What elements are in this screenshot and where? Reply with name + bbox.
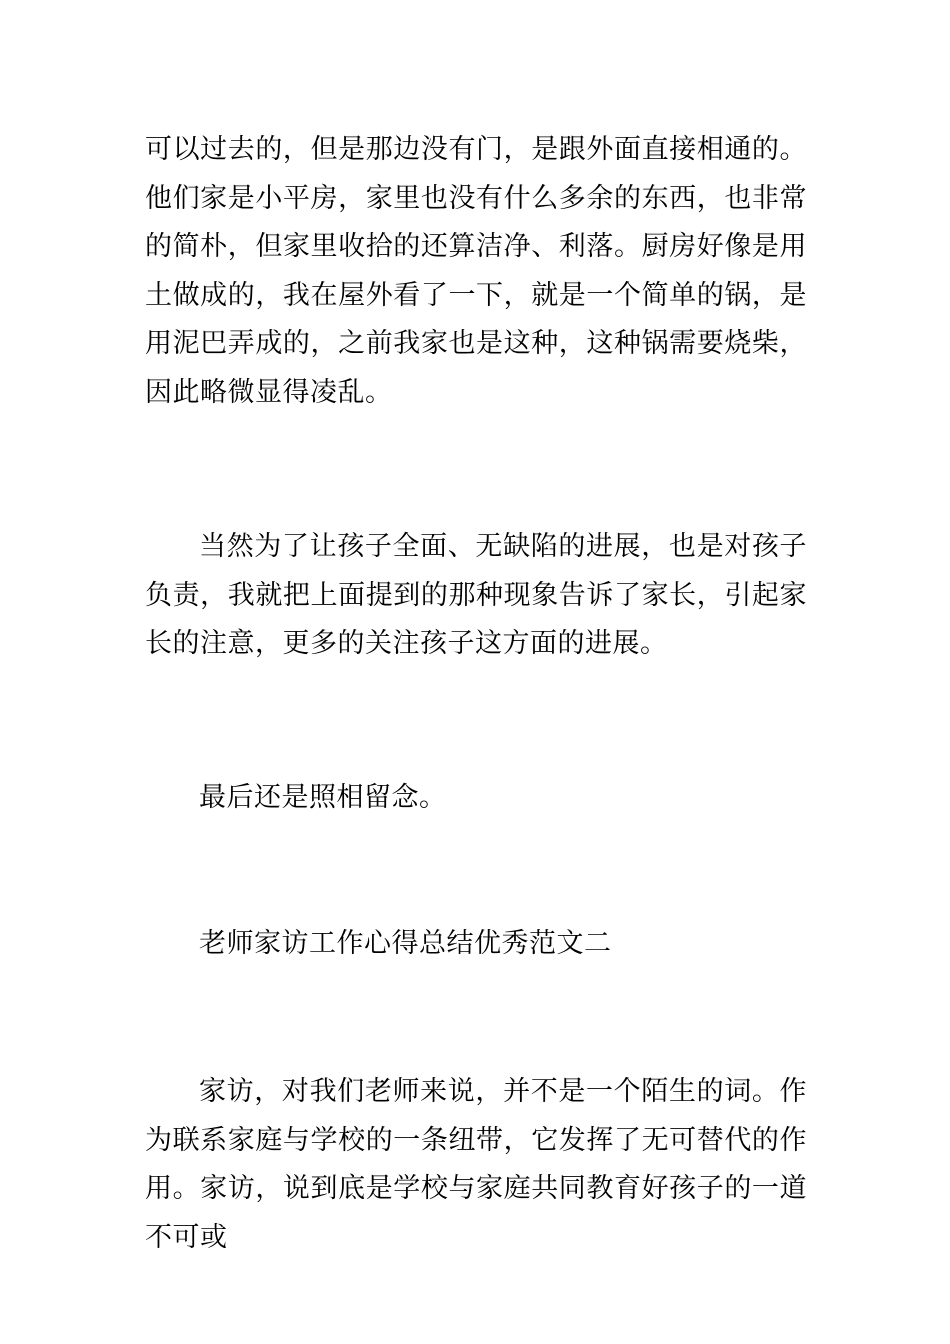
paragraph-home-visit-intro: 家访，对我们老师来说，并不是一个陌生的词。作为联系家庭与学校的一条纽带，它发挥了无可替代的作用。家访，说到底是学校与家庭共同教育好孩子的一道不可或 (145, 1076, 807, 1253)
paragraph-parent-notice: 当然为了让孩子全面、无缺陷的进展，也是对孩子负责，我就把上面提到的那种现象告诉了家长，引起家长的注意，更多的关注孩子这方面的进展。 (145, 531, 807, 659)
paragraph-continuation: 可以过去的，但是那边没有门，是跟外面直接相通的。他们家是小平房，家里也没有什么多余的东西，也非常的简朴，但家里收拾的还算洁净、利落。厨房好像是用土做成的，我在屋外看了一下，就是一个简单的锅，是用泥巴弄成的，之前我家也是这种，这种锅需要烧柴，因此略微显得凌乱。 (145, 134, 807, 408)
paragraph-photo: 最后还是照相留念。 (199, 782, 447, 813)
section-heading: 老师家访工作心得总结优秀范文二 (199, 928, 612, 959)
